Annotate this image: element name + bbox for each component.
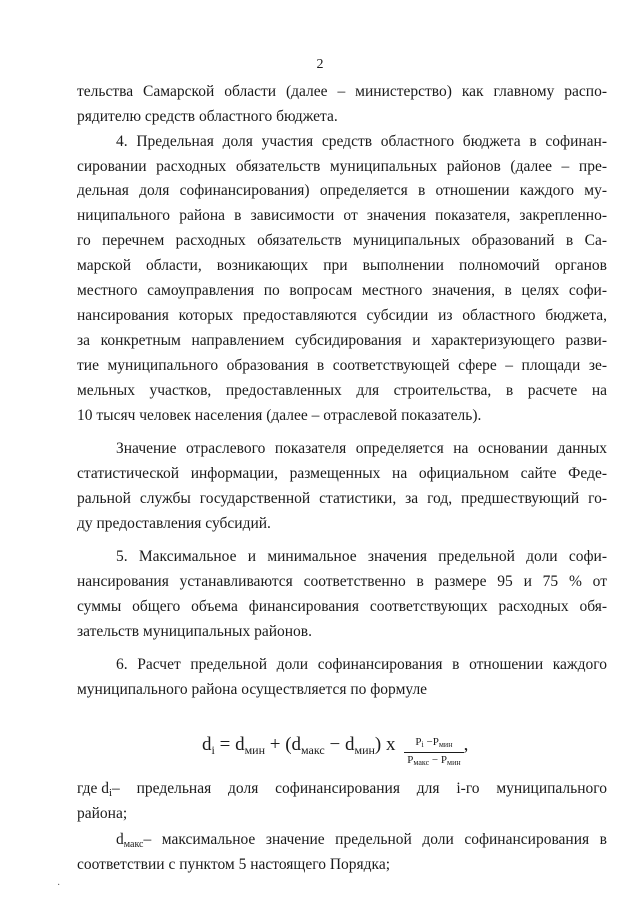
fraction-numerator: Pi −Pмин bbox=[415, 736, 453, 749]
text-line: за конкретным направлением субсидирования и характеризующего разви- bbox=[77, 332, 607, 349]
text-line: статистической информации, размещенных на официальном сайте Феде- bbox=[77, 465, 607, 482]
text-line: dмакс – максимальное значение предельной доли софинансирования в bbox=[116, 831, 607, 850]
formula-fraction bbox=[404, 735, 463, 770]
text-line: мельных участков, предоставленных для строительства, в расчете на bbox=[77, 382, 607, 399]
fraction-denominator: Pмакс − Pмин bbox=[404, 752, 463, 770]
text-line: тельства Самарской области (далее – министерство) как главному распо- bbox=[77, 83, 607, 100]
text-line: рядителю средств областного бюджета. bbox=[77, 108, 338, 125]
text-line: зательств муниципальных районов. bbox=[77, 623, 313, 640]
text-line: нансирования устанавливаются соответственно в размере 95 и 75 % от bbox=[77, 573, 607, 590]
text-line: местного самоуправления по вопросам местного значения, в целях софи- bbox=[77, 282, 607, 299]
text-line: района; bbox=[77, 805, 128, 822]
text-line: го перечнем расходных обязательств муниципальных образований в Са- bbox=[77, 232, 607, 249]
text-line: дельная доля софинансирования) определяется в отношении каждого му- bbox=[77, 182, 607, 199]
formula: $d_i = d_{мин} + (d_{макс} - d_{мин})$ x $\frac{\text{Pi −Pмин}}{\text{Pмакс − Pмин}}$ , bbox=[202, 734, 468, 774]
text-line: где di – предельная доля софинансирования для i-го муниципального bbox=[77, 780, 607, 799]
text-line: 5. Максимальное и минимальное значения предельной доли софи- bbox=[116, 548, 607, 565]
text-line: 4. Предельная доля участия средств областного бюджета в софинан- bbox=[116, 133, 607, 150]
text-line: ду предоставления субсидий. bbox=[77, 515, 271, 532]
text-line: марской области, возникающих при выполнении полномочий органов bbox=[77, 257, 607, 274]
text-line: ральной службы государственной статистики, за год, предшествующий го- bbox=[77, 490, 607, 507]
text-line: Значение отраслевого показателя определяется на основании данных bbox=[116, 440, 607, 457]
text-line: суммы общего объема финансирования соответствующих расходных обя- bbox=[77, 598, 607, 615]
page-number: 2 bbox=[316, 57, 324, 72]
text-line: 6. Расчет предельной доли софинансирования в отношении каждого bbox=[116, 656, 607, 673]
text-line: нансирования которых предоставляются субсидии из областного бюджета, bbox=[77, 307, 607, 324]
text-line: 10 тысяч человек населения (далее – отраслевой показатель). bbox=[77, 407, 482, 424]
text-line: тие муниципального образования в соответствующей сфере – площади зе- bbox=[77, 357, 607, 374]
text-line: сировании расходных обязательств муниципальных районов (далее – пре- bbox=[77, 158, 607, 175]
text-line: соответствии с пунктом 5 настоящего Порядка; bbox=[77, 856, 391, 873]
text-line: ниципального района в зависимости от значения показателя, закрепленно- bbox=[77, 207, 607, 224]
edge-mark: · bbox=[57, 880, 61, 891]
text-line: муниципального района осуществляется по формуле bbox=[77, 681, 428, 698]
